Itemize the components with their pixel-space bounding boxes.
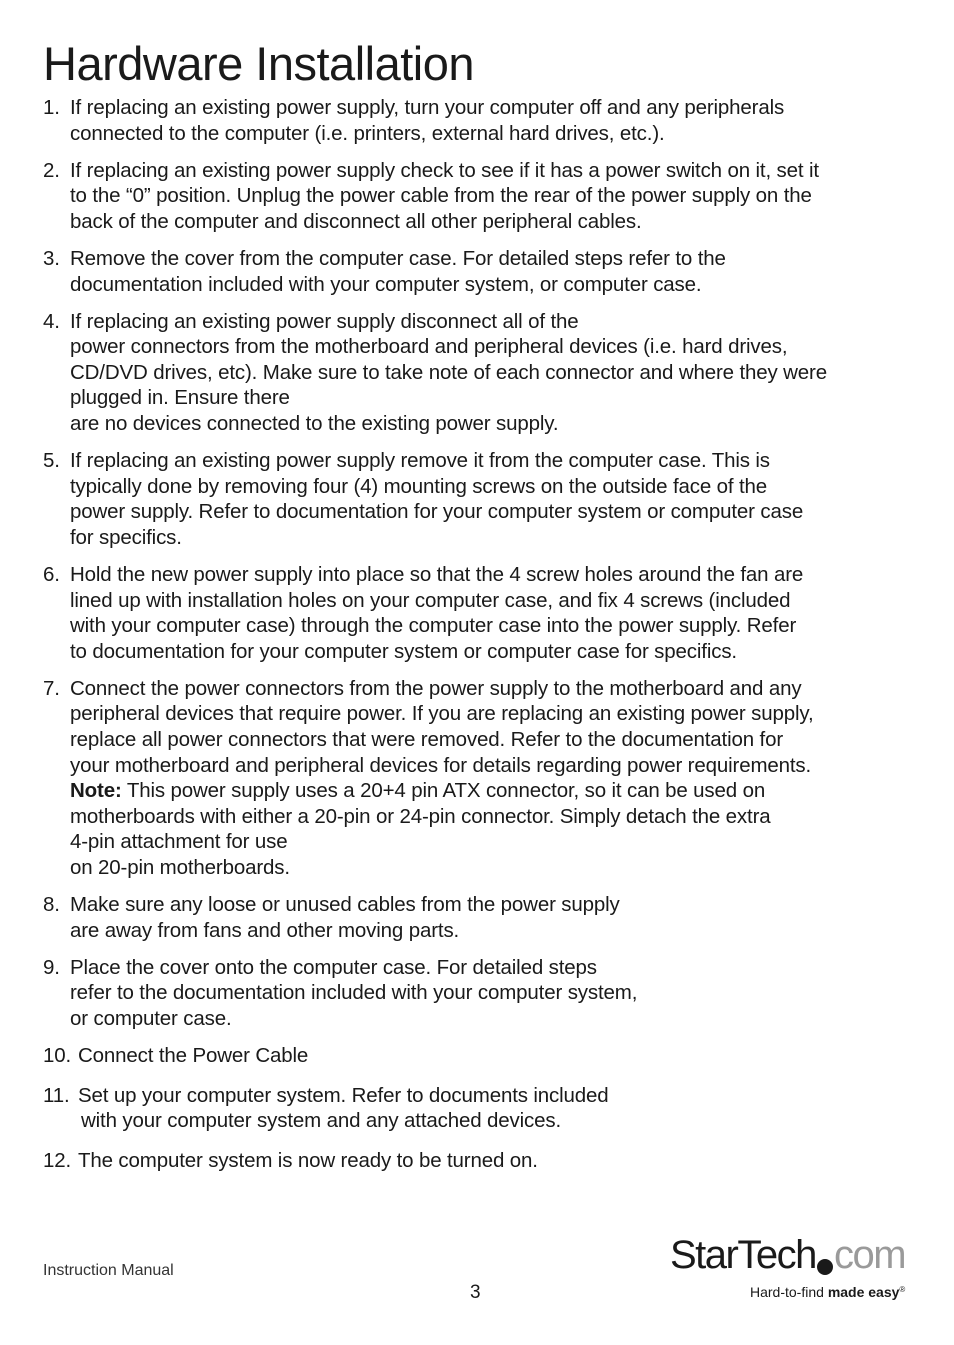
step-text-line: your motherboard and peripheral devices for details regarding power requirements. <box>70 753 812 777</box>
logo-tagline <box>750 1284 905 1300</box>
logo-wordmark: StarTech <box>670 1233 816 1277</box>
step-number: 5. <box>43 449 60 473</box>
logo-registered-mark: ® <box>899 1285 906 1294</box>
step-number: 10. <box>43 1044 72 1068</box>
step-number: 11. <box>43 1083 70 1107</box>
step-text-line: If replacing an existing power supply remove it from the computer case. This is <box>70 449 770 473</box>
step-item <box>43 309 913 437</box>
logo-tagline-regular: Hard-to-find <box>750 1284 828 1300</box>
step-text-line: The computer system is now ready to be turned on. <box>78 1148 538 1172</box>
step-text-line: Remove the cover from the computer case. For detailed steps refer to the <box>70 246 726 270</box>
logo-com: com <box>834 1233 906 1277</box>
step-text-line: Place the cover onto the computer case. For detailed steps <box>70 955 597 979</box>
step-item <box>43 1083 913 1134</box>
step-text-line: for specifics. <box>70 525 182 549</box>
step-text-line: Set up your computer system. Refer to documents included <box>78 1083 609 1107</box>
step-item <box>43 562 913 664</box>
step-text-line: power supply. Refer to documentation for your computer system or computer case <box>70 500 804 524</box>
step-text-line: Connect the Power Cable <box>78 1044 309 1068</box>
footer-document-label: Instruction Manual <box>43 1262 174 1279</box>
step-text-line: If replacing an existing power supply, turn your computer off and any peripherals <box>70 96 785 119</box>
step-item <box>43 676 913 881</box>
step-text-line: with your computer case) through the computer case into the power supply. Refer <box>70 614 797 638</box>
step-number: 1. <box>43 96 60 119</box>
step-text-line: 4-pin attachment for use <box>70 830 288 854</box>
step-text-line: Hold the new power supply into place so that the 4 screw holes around the fan are <box>70 563 804 586</box>
step-number: 2. <box>43 158 60 182</box>
step-text-line: typically done by removing four (4) mounting screws on the outside face of the <box>70 474 768 498</box>
step-text-line: Connect the power connectors from the power supply to the motherboard and any <box>70 676 802 700</box>
step-item <box>43 95 913 146</box>
step-number: 7. <box>43 676 60 700</box>
step-item <box>43 955 913 1032</box>
step-item <box>43 892 913 943</box>
step-text-line: replace all power connectors that were removed. Refer to the documentation for <box>70 728 784 752</box>
step-text-line: or computer case. <box>70 1007 232 1030</box>
step-text-line: If replacing an existing power supply disconnect all of the <box>70 309 579 333</box>
step-item <box>43 246 913 297</box>
step-note-line <box>70 778 913 804</box>
step-text-line: are away from fans and other moving parts. <box>70 918 460 942</box>
step-text-line: lined up with installation holes on your computer case, and fix 4 screws (included <box>70 588 791 612</box>
step-number: 4. <box>43 309 60 333</box>
step-item <box>43 158 913 235</box>
step-item <box>43 1148 913 1174</box>
step-number: 12. <box>43 1148 72 1172</box>
startech-logo <box>670 1230 915 1305</box>
step-text-line: plugged in. Ensure there <box>70 386 290 410</box>
step-text-line: to the “0” position. Unplug the power cable from the rear of the power supply on the <box>70 184 812 208</box>
step-text-line: connected to the computer (i.e. printers, external hard drives, etc.). <box>70 121 665 145</box>
step-text-line: are no devices connected to the existing power supply. <box>70 412 559 436</box>
step-text-line: with your computer system and any attached devices. <box>81 1109 562 1133</box>
step-item <box>43 1043 913 1069</box>
logo-tagline-bold: made easy <box>827 1284 900 1300</box>
note-label: Note: <box>70 779 122 803</box>
step-text-line: documentation included with your computer system, or computer case. <box>70 272 702 296</box>
step-text-line: to documentation for your computer system or computer case for specifics. <box>70 639 737 663</box>
step-text-line: back of the computer and disconnect all other peripheral cables. <box>70 209 642 233</box>
page-number: 3 <box>470 1282 481 1303</box>
step-text-line: refer to the documentation included with your computer system, <box>70 981 638 1005</box>
step-text-line: Make sure any loose or unused cables from the power supply <box>70 893 620 917</box>
step-number: 6. <box>43 563 60 586</box>
page-title: Hardware Installation <box>43 37 474 90</box>
step-text-line: motherboards with either a 20-pin or 24-pin connector. Simply detach the extra <box>70 804 771 828</box>
step-number: 8. <box>43 893 60 917</box>
note-text: This power supply uses a 20+4 pin ATX connector, so it can be used on <box>121 779 766 803</box>
step-text-line: peripheral devices that require power. If you are replacing an existing power supply, <box>70 702 814 726</box>
step-text-line: power connectors from the motherboard and peripheral devices (i.e. hard drives, <box>70 335 788 359</box>
logo-dot-icon <box>817 1259 833 1275</box>
step-item <box>43 448 913 550</box>
installation-steps-list <box>43 95 913 1187</box>
step-text-line: If replacing an existing power supply check to see if it has a power switch on it, set it <box>70 158 819 182</box>
step-text-line: CD/DVD drives, etc). Make sure to take note of each connector and where they were <box>70 360 827 384</box>
step-number: 9. <box>43 955 60 979</box>
step-number: 3. <box>43 246 60 270</box>
step-text-line: on 20-pin motherboards. <box>70 856 290 880</box>
